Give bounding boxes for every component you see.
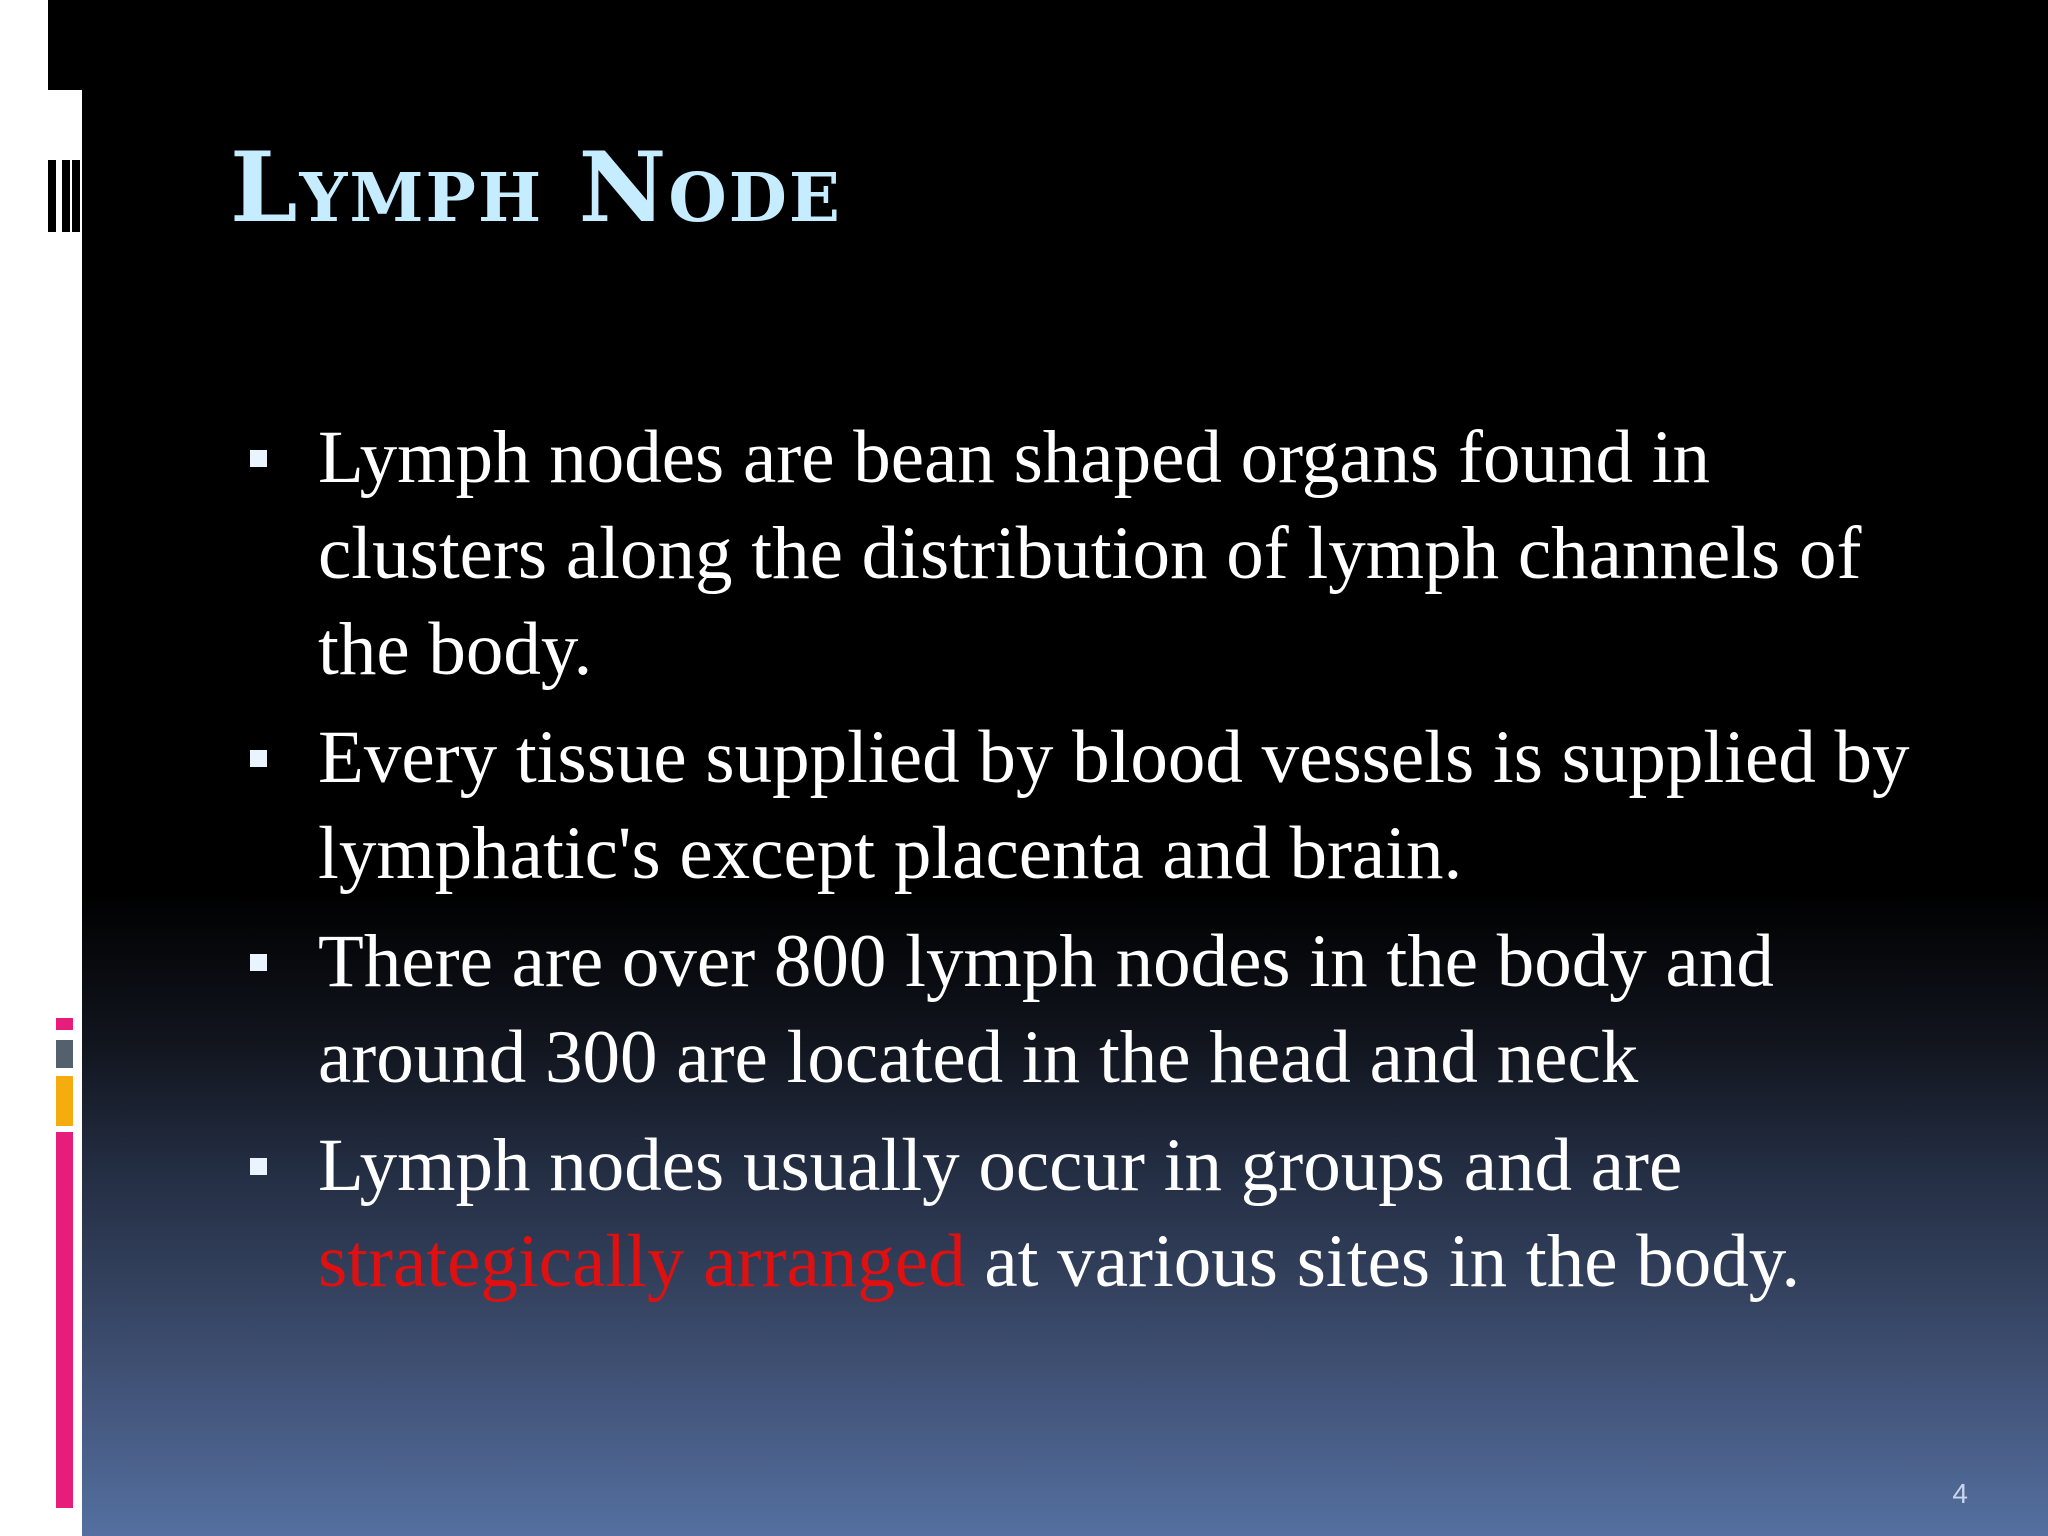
decor-accent-gray [56,1040,73,1068]
decor-accent-amber [56,1076,73,1126]
bullet-item [240,410,1940,698]
bullet-item [240,1118,1940,1310]
slide-number: 4 [1952,1478,1968,1509]
square-bullet-icon [250,450,267,467]
square-bullet-icon [250,750,267,767]
decor-line [48,160,56,232]
decor-bar [48,0,82,90]
bullet-item [240,914,1940,1106]
square-bullet-icon [250,954,267,971]
square-bullet-icon [250,1158,267,1175]
decor-line [72,160,80,232]
slide-title: Lymph Node [230,131,842,244]
bullet-text: Every tissue supplied by blood vessels is supplied by lymphatic's except placenta and brain. [318,716,1910,895]
decor-accent-pink [56,1132,73,1508]
bullet-list [240,410,1940,1322]
bullet-text-start: Lymph nodes usually occur in groups and are [318,1124,1683,1207]
decor-line [62,160,70,232]
highlighted-phrase: strategically arranged [318,1220,966,1303]
bullet-item [240,710,1940,902]
bullet-text: Lymph nodes are bean shaped organs found in clusters along the distribution of lymph channels of the body. [318,416,1862,691]
bullet-text: There are over 800 lymph nodes in the body and around 300 are located in the head and neck [318,920,1774,1099]
decor-accent-pink [56,1018,73,1030]
bullet-text-end: at various sites in the body. [965,1220,1801,1303]
